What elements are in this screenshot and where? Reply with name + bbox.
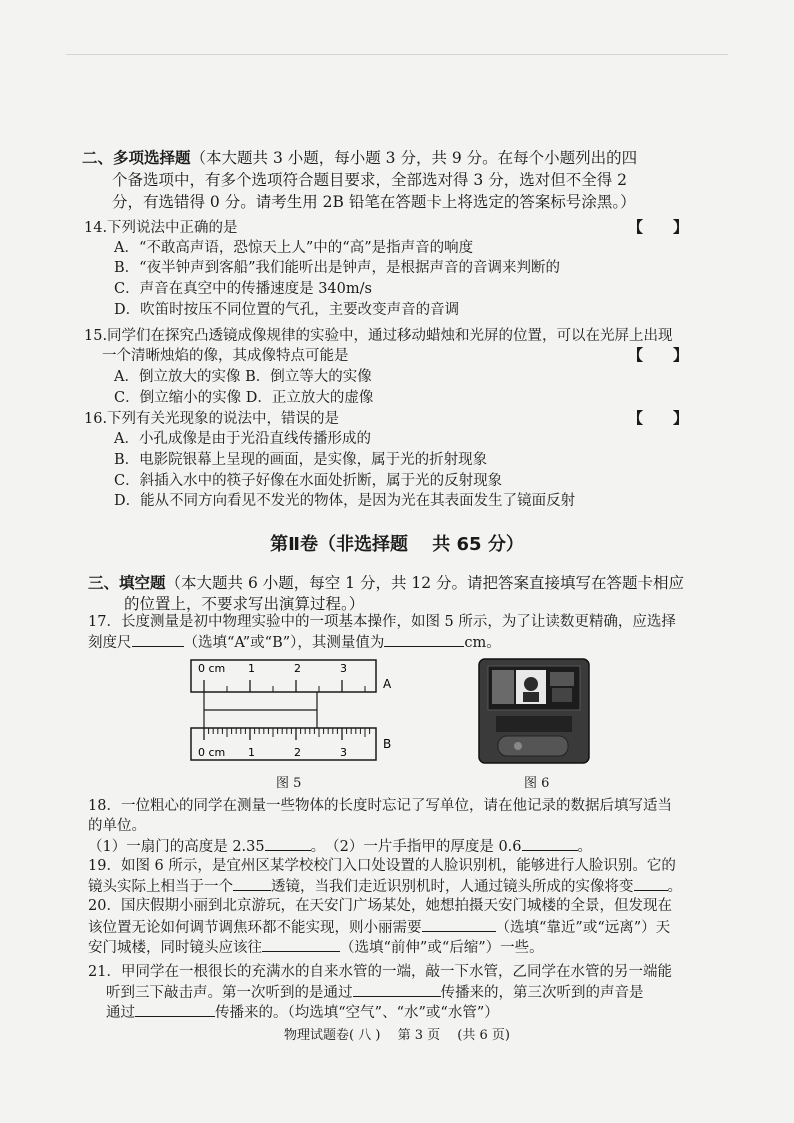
ruler-b-label-3: 3 xyxy=(340,746,347,759)
q21-blank-third[interactable] xyxy=(135,1002,215,1017)
q21-line2: 听到三下敲击声。第一次听到的是通过 传播来的，第三次听到的声音是 xyxy=(106,982,644,1003)
screen-status-panel xyxy=(550,672,574,686)
fig6-face-recognition-device xyxy=(478,658,590,764)
q16-option-d: D．能从不同方向看见不发光的物体，是因为光在其表面发生了镜面反射 xyxy=(114,493,576,509)
q15-options-cd: C．倒立缩小的实像 D．正立放大的虚像 xyxy=(114,390,374,406)
section2-line3: 分，有选错得 0 分。请考生用 2B 铅笔在答题卡上将选定的答案标号涂黑。） xyxy=(112,193,636,211)
q15-stem-line2: 一个清晰烛焰的像，其成像特点可能是 xyxy=(102,348,349,364)
q18-blank-door[interactable] xyxy=(265,836,311,851)
section2-title: 二、多项选择题 xyxy=(82,149,191,167)
q16-answer-bracket: 【 】 xyxy=(628,409,689,427)
q14-option-a: A．“不敢高声语，恐惊天上人”中的“高”是指声音的响度 xyxy=(114,240,474,256)
ruler-b-label-2: 2 xyxy=(294,746,301,759)
q16-option-a: A．小孔成像是由于光沿直线传播形成的 xyxy=(114,431,371,447)
section3-title: 三、填空题 xyxy=(88,574,166,592)
q14-answer-bracket: 【 】 xyxy=(628,218,689,236)
q19-blank-change[interactable] xyxy=(634,876,668,891)
q14-option-b: B．“夜半钟声到客船”我们能听出是钟声，是根据声音的音调来判断的 xyxy=(114,260,560,276)
q14-option-c: C．声音在真空中的传播速度是 340m/s xyxy=(114,281,372,297)
q17-blank-measure[interactable] xyxy=(384,632,464,647)
q19-blank-lens[interactable] xyxy=(233,876,271,891)
q18-blank-nail[interactable] xyxy=(522,836,578,851)
q21-line1: 21．甲同学在一根很长的充满水的自来水管的一端，敲一下水管，乙同学在水管的另一端能 xyxy=(88,964,672,980)
q20-line3: 安门城楼，同时镜头应该往 （选填“前伸”或“后缩”）一些。 xyxy=(88,937,544,958)
section2-line2: 个备选项中，有多个选项符合题目要求，全部选对得 3 分，选对但不全得 2 xyxy=(112,171,628,189)
ruler-a-label-0: 0 cm xyxy=(198,662,226,675)
section2-line1: 二、多项选择题（本大题共 3 小题，每小题 3 分，共 9 分。在每个小题列出的四 xyxy=(82,149,638,167)
section3-line2: 的位置上，不要求写出演算过程。） xyxy=(124,595,365,613)
q16-stem: 16.下列有关光现象的说法中，错误的是 xyxy=(84,411,340,427)
q18-line1: 18．一位粗心的同学在测量一些物体的长度时忘记了写单位，请在他记录的数据后填写适当 xyxy=(88,798,672,814)
section3-line1: 三、填空题（本大题共 6 小题，每空 1 分，共 12 分。请把答案直接填写在答题卡相应 xyxy=(88,574,685,592)
q19-line2: 镜头实际上相当于一个 透镜，当我们走近识别机时，人通过镜头所成的实像将变 。 xyxy=(88,876,682,897)
fig5-caption: 图 5 xyxy=(276,776,302,791)
ruler-a-label-3: 3 xyxy=(340,662,347,675)
face-shoulders xyxy=(523,692,539,702)
ruler-a-letter: A xyxy=(383,677,392,691)
ruler-a-ticks xyxy=(204,680,365,692)
q20-line1: 20．国庆假期小丽到北京游玩，在天安门广场某处，她想拍摄天安门城楼的全景，但发现在 xyxy=(88,898,672,914)
q21-line3: 通过 传播来的。（均选填“空气”、“水”或“水管”） xyxy=(106,1002,499,1023)
q17-blank-ruler[interactable] xyxy=(132,632,184,647)
fig5-rulers xyxy=(186,656,416,766)
page-footer: 物理试题卷( 八 ) 第 3 页 (共 6 页) xyxy=(284,1028,510,1043)
q20-blank-distance[interactable] xyxy=(422,917,496,932)
q17-line2: 刻度尺 （选填“A”或“B”），其测量值为 cm。 xyxy=(88,632,501,653)
q15-answer-bracket: 【 】 xyxy=(628,346,689,364)
q18-line3: （1）一扇门的高度是 2.35 。 （2）一片手指甲的厚度是 0.6 。 xyxy=(88,836,592,857)
q18-line2: 的单位。 xyxy=(88,818,146,834)
ruler-b-letter: B xyxy=(383,737,392,751)
q16-option-b: B．电影院银幕上呈现的画面，是实像，属于光的折射现象 xyxy=(114,452,488,468)
q14-stem: 14.下列说法中正确的是 xyxy=(84,220,238,236)
q15-options-ab: A．倒立放大的实像 B．倒立等大的实像 xyxy=(114,369,372,385)
part2-title: 第Ⅱ卷（非选择题 共 65 分） xyxy=(270,534,524,555)
q21-blank-first[interactable] xyxy=(353,982,441,997)
ruler-b-label-1: 1 xyxy=(248,746,255,759)
ruler-a-label-1: 1 xyxy=(248,662,255,675)
ruler-b-label-0: 0 cm xyxy=(198,746,226,759)
q14-option-d: D．吹笛时按压不同位置的气孔，主要改变声音的音调 xyxy=(114,302,460,318)
q15-stem-line1: 15.同学们在探究凸透镜成像规律的实验中，通过移动蜡烛和光屏的位置，可以在光屏上出现 xyxy=(84,328,673,344)
device-card-reader xyxy=(498,736,568,756)
ruler-a-label-2: 2 xyxy=(294,662,301,675)
face-portrait-icon xyxy=(524,677,538,691)
screen-info-panel xyxy=(552,688,572,702)
reader-light-icon xyxy=(514,742,522,750)
q16-option-c: C．斜插入水中的筷子好像在水面处折断，属于光的反射现象 xyxy=(114,473,503,489)
screen-text-panel xyxy=(492,670,514,704)
q17-line1: 17．长度测量是初中物理实验中的一项基本操作，如图 5 所示，为了让读数更精确，应选择 xyxy=(88,614,676,630)
q19-line1: 19．如图 6 所示，是宜州区某学校校门入口处设置的人脸识别机，能够进行人脸识别。它的 xyxy=(88,858,676,874)
q20-line2: 该位置无论如何调节调焦环都不能实现，则小丽需要 （选填“靠近”或“远离”）天 xyxy=(88,917,670,938)
q20-blank-lens-move[interactable] xyxy=(262,937,340,952)
device-sensor-strip xyxy=(496,716,572,732)
fig6-caption: 图 6 xyxy=(524,776,550,791)
ruler-b-ticks xyxy=(204,728,370,740)
